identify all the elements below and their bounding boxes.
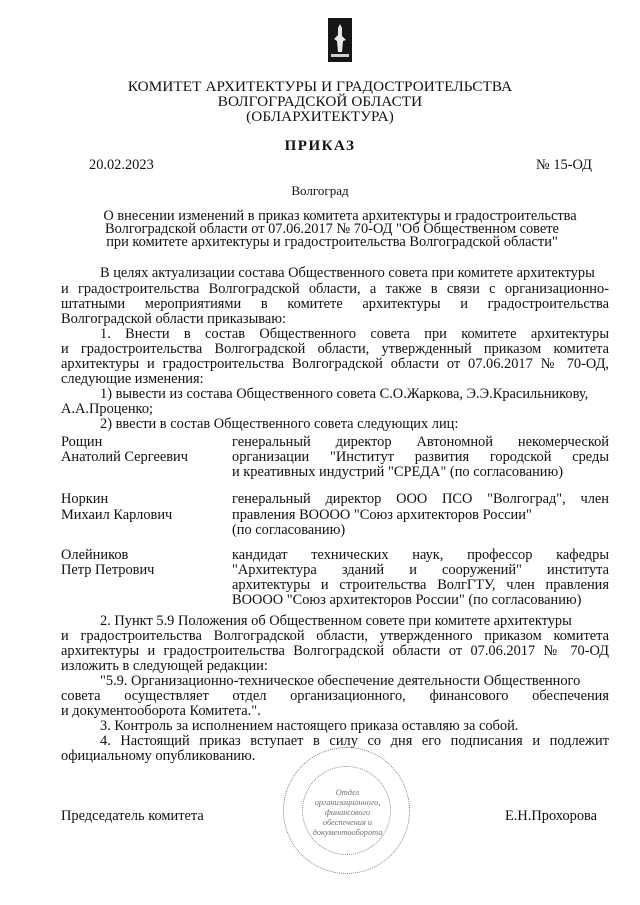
member-role-line: ВОООО "Союз архитекторов России" (по согласованию) bbox=[232, 592, 582, 608]
document-type-title: ПРИКАЗ bbox=[284, 138, 356, 154]
org-name-line3: (ОБЛАРХИТЕКТУРА) bbox=[246, 108, 394, 125]
item2-line: и градостроительства Волгоградской области, утвержденного приказом комитета bbox=[61, 628, 609, 644]
item1-line: и градостроительства Волгоградской области, утвержденный приказом комитета bbox=[61, 341, 609, 357]
member-name: Петр Петрович bbox=[61, 562, 155, 578]
member-name: Анатолий Сергеевич bbox=[61, 449, 188, 465]
member-surname: Норкин bbox=[61, 491, 109, 507]
member-role-line: организации "Институт развития городской среды bbox=[232, 449, 609, 465]
member-role-line: правления ВОООО "Союз архитекторов России" bbox=[232, 507, 532, 523]
org-name-line1: КОМИТЕТ АРХИТЕКТУРЫ И ГРАДОСТРОИТЕЛЬСТВА bbox=[127, 78, 513, 95]
preamble-line: и градостроительства Волгоградской области, а также в связи с организационно- bbox=[61, 281, 609, 297]
item2-line: 2. Пункт 5.9 Положения об Общественном совете при комитете архитектуры bbox=[100, 613, 572, 629]
document-date: 20.02.2023 bbox=[89, 157, 154, 173]
member-role-line: архитектуры и строительства ВолгГТУ, член правления bbox=[232, 577, 609, 593]
member-role-line: "Архитектура зданий и сооружений" института bbox=[232, 562, 609, 578]
signatory-name: Е.Н.Прохорова bbox=[505, 808, 598, 824]
preamble-line: Волгоградской области приказываю: bbox=[61, 311, 287, 327]
signatory-position: Председатель комитета bbox=[61, 808, 204, 824]
member-role-line: генеральный директор Автономной некомерческой bbox=[232, 434, 609, 450]
item4-line: 4. Настоящий приказ вступает в силу со дня его подписания и подлежит bbox=[100, 733, 609, 749]
sub2-line: 2) ввести в состав Общественного совета следующих лиц: bbox=[100, 416, 459, 432]
stamp-text-line: финансового bbox=[324, 808, 371, 817]
document-number: № 15-ОД bbox=[536, 157, 593, 173]
member-role-line: и креативных индустрий "СРЕДА" (по согласованию) bbox=[232, 464, 564, 480]
item3-line: 3. Контроль за исполнением настоящего приказа оставляю за собой. bbox=[100, 718, 519, 734]
stamp-text-line: обеспечения и bbox=[322, 818, 373, 827]
item2-line: архитектуры и градостроительства Волгоградской области от 07.06.2017 № 70-ОД bbox=[61, 643, 609, 659]
org-name-line2: ВОЛГОГРАДСКОЙ ОБЛАСТИ bbox=[217, 93, 423, 110]
quote-line: совета осуществляет отдел организационного, финансового обеспечения bbox=[61, 688, 609, 704]
item1-line: 1. Внести в состав Общественного совета при комитете архитектуры bbox=[100, 326, 609, 342]
stamp-text bbox=[304, 788, 391, 838]
quote-line: "5.9. Организационно-техническое обеспечение деятельности Общественного bbox=[100, 673, 581, 689]
stamp-text-line: документооборота bbox=[312, 828, 383, 837]
preamble-line: штатными мероприятиями в комитете архитектуры и градостроительства bbox=[61, 296, 609, 312]
subject-line: при комитете архитектуры и градостроительства Волгоградской области" bbox=[106, 234, 558, 250]
sub1-line: 1) вывести из состава Общественного совета С.О.Жаркова, Э.Э.Красильникову, bbox=[100, 386, 589, 402]
member-role-line: (по согласованию) bbox=[232, 522, 346, 538]
coat-of-arms-emblem bbox=[328, 18, 352, 62]
subject-line: Волгоградской области от 07.06.2017 № 70-ОД "Об Общественном совете bbox=[105, 221, 559, 237]
item2-line: изложить в следующей редакции: bbox=[61, 658, 268, 674]
preamble-line: В целях актуализации состава Общественного совета при комитете архитектуры bbox=[100, 265, 595, 281]
member-name: Михаил Карлович bbox=[61, 507, 173, 523]
sub1-line: А.А.Проценко; bbox=[61, 401, 154, 417]
stamp-text-line: Отдел bbox=[335, 788, 360, 797]
official-stamp bbox=[283, 747, 410, 874]
member-role-line: генеральный директор ООО ПСО "Волгоград", член bbox=[232, 491, 609, 507]
quote-line: и документооборота Комитета.". bbox=[61, 703, 261, 719]
stamp-text-line: организационного, bbox=[314, 798, 381, 807]
item1-line: следующие изменения: bbox=[61, 371, 204, 387]
item4-line: официальному опубликованию. bbox=[61, 748, 256, 764]
member-surname: Рощин bbox=[61, 434, 103, 450]
document-city: Волгоград bbox=[291, 183, 349, 198]
member-role-line: кандидат технических наук, профессор кафедры bbox=[232, 547, 609, 563]
item1-line: архитектуры и градостроительства Волгоградской области от 07.06.2017 № 70-ОД, bbox=[61, 356, 609, 372]
subject-line: О внесении изменений в приказ комитета архитектуры и градостроительства bbox=[103, 208, 577, 224]
member-surname: Олейников bbox=[61, 547, 129, 563]
